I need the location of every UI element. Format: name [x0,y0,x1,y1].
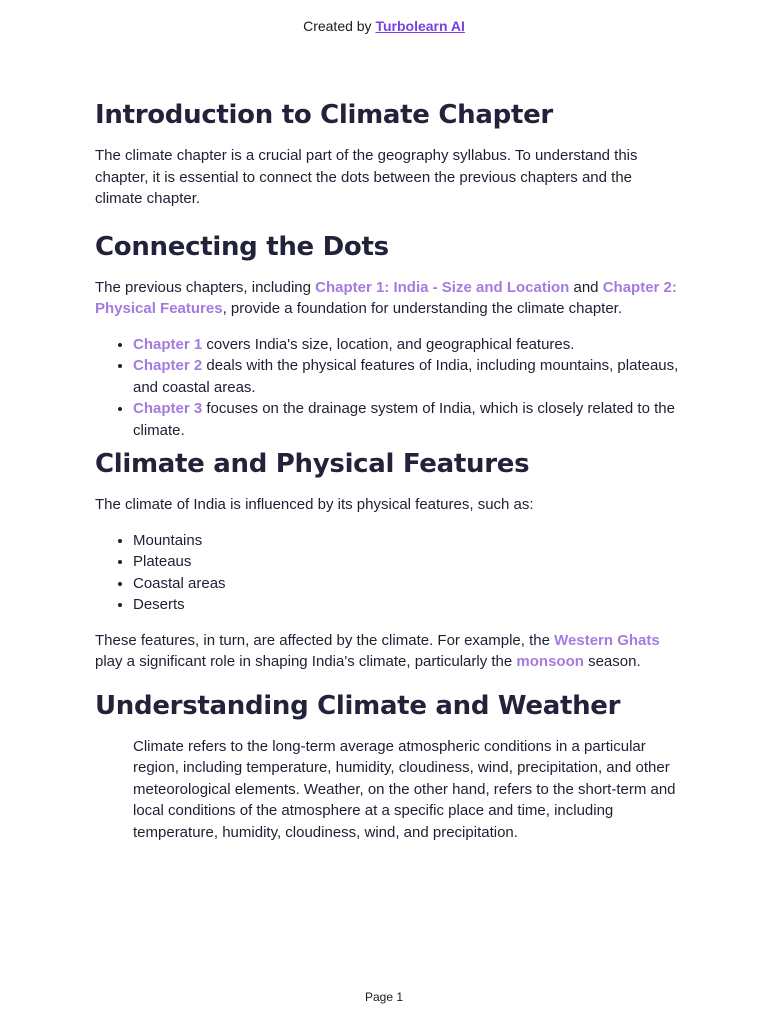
physical-paragraph-2 [95,630,680,673]
credit-prefix: Created by [303,18,376,34]
heading-intro: Introduction to Climate Chapter [95,100,553,130]
monsoon-link[interactable]: monsoon [516,653,584,670]
list-item-text: covers India's size, location, and geographical features. [202,335,575,353]
dots-text-b: and [569,278,603,296]
list-item: • Deserts [133,594,680,616]
western-ghats-link[interactable]: Western Ghats [554,631,660,649]
chapters-list [95,334,680,442]
list-item [133,398,680,441]
document-body [95,96,680,843]
turbolearn-link[interactable]: Turbolearn AI [375,18,465,34]
list-item: • Mountains [133,530,680,552]
chapter1-item-link[interactable]: Chapter 1 [133,335,203,353]
physical-text-b: play a significant role in shaping India's climate, particularly the [95,653,517,670]
list-item [133,355,680,398]
page-number: Page 1 [364,990,404,1004]
list-item: • Plateaus [133,551,680,573]
list-item: • Coastal areas [133,573,680,595]
heading-physical-features: Climate and Physical Features [95,449,530,479]
chapter2-item-link[interactable]: Chapter 2 [133,357,203,374]
definition-blockquote: Climate refers to the long-term average atmospheric conditions in a particular region, including temperature, humidity, cloudiness, wind, precipitation, and other meteorological elements. Weather, on the other hand, refers to the short-term and local conditions of the atmosphere at a specific place and time, including temperature, humidity, cloudiness, wind, and precipitation. [133,737,676,841]
physical-paragraph: The climate of India is influenced by its physical features, such as: [95,496,534,513]
physical-text-c: season. [583,653,641,670]
chapter1-link[interactable]: Chapter 1: India - Size and Location [315,278,570,296]
heading-climate-weather: Understanding Climate and Weather [95,690,621,721]
list-item-text: deals with the physical features of India, including mountains, plateaus, and coastal areas. [133,357,679,396]
chapter3-item-link[interactable]: Chapter 3 [133,400,203,417]
chapter2-link[interactable]: Chapter 2: Physical Features [95,278,677,317]
dots-text-c: , provide a foundation for understanding the climate chapter. [222,300,623,317]
credit-line [0,18,768,34]
physical-text-a: These features, in turn, are affected by the climate. For example, the [95,631,555,649]
intro-paragraph: The climate chapter is a crucial part of the geography syllabus. To understand this chapter, it is essential to connect the dots between the previous chapters and the climate chapter. [95,147,638,207]
heading-connecting-dots: Connecting the Dots [95,231,389,262]
list-item [133,334,680,356]
list-item-text: focuses on the drainage system of India, which is closely related to the climate. [133,400,675,439]
dots-text-a: The previous chapters, including [95,278,316,296]
features-list [95,530,680,616]
dots-paragraph [95,277,680,320]
